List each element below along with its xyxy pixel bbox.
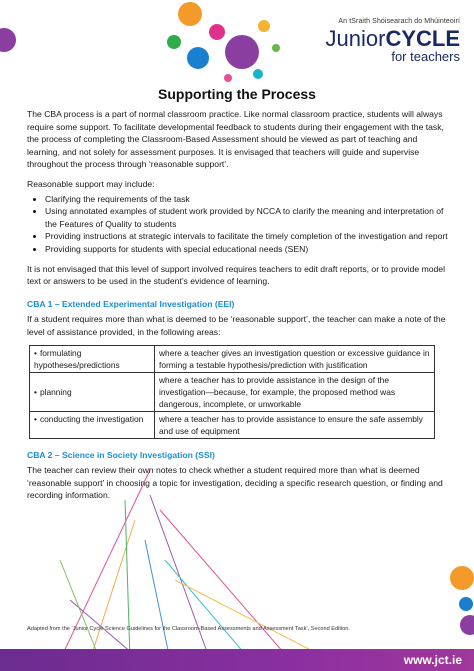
deco-circle-pink (209, 24, 225, 40)
junior-cycle-logo (326, 18, 460, 64)
main-content (27, 108, 449, 509)
deco-circle-green-small (272, 44, 280, 52)
deco-circle-bottom-orange (450, 566, 474, 590)
deco-circle-blue (187, 47, 209, 69)
deco-circle-pink-small (224, 74, 232, 82)
list-item: • Providing instructions at strategic intervals to facilitate the timely completion of the investigation and report (45, 230, 449, 243)
table-row (30, 345, 435, 372)
logo-cycle: CYCLE (385, 26, 460, 51)
list-item: • Providing supports for students with special educational needs (SEN) (45, 243, 449, 256)
deco-circle-bottom-purple (460, 615, 474, 635)
bullet-icon: • (34, 386, 37, 397)
table-row (30, 372, 435, 411)
logo-irish-text: An tSraith Shóisearach do Mhúinteoirí (338, 18, 460, 25)
area-label: formulating hypotheses/predictions (34, 347, 120, 370)
logo-wordmark (326, 27, 460, 51)
deco-circle-teal (253, 69, 263, 79)
table-cell-description: where a teacher has to provide assistance in the design of the investigation—because, for example, the proposed method was dangerous, incomplete, or unworkable (155, 372, 435, 411)
footer-website-link[interactable]: www.jct.ie (403, 653, 462, 667)
deco-circle-purple (225, 35, 259, 69)
cba1-heading: CBA 1 – Extended Experimental Investigation (EEI) (27, 298, 235, 309)
deco-circle-green (167, 35, 181, 49)
cba1-text: If a student requires more than what is deemed to be ‘reasonable support’, the teacher can make a note of the level of assistance provided, in the following areas: (27, 314, 446, 337)
assistance-table (29, 345, 435, 439)
intro-paragraph: The CBA process is a part of normal classroom practice. Like normal classroom practice, students will always require some support. To facilitate developmental feedback to students during their engagement with the task, the process of completing the Classroom-Based Assessment should be viewed as part of teaching and learning, and not solely for assessment purposes. It is envisaged that teachers will guide and supervise throughout the process through ‘reasonable support’. (27, 109, 444, 170)
bullet-icon: • (34, 413, 37, 424)
support-lead: Reasonable support may include: (27, 178, 155, 189)
table-cell-area (30, 345, 155, 372)
table-cell-area (30, 411, 155, 438)
cba2-text: The teacher can review their own notes to check whether a student required more than what is deemed ‘reasonable support’ in choosing a topic for investigation, deciding a specific research question, or finding and recording information. (27, 465, 443, 501)
support-list (27, 193, 449, 256)
footer-source-note: Adapted from the ‘Junior Cycle Science Guidelines for the Classroom-Based Assessments and Assessment Task’, Second Edition. (27, 626, 350, 632)
bullet-icon: • (34, 347, 37, 358)
logo-subtitle: for teachers (391, 49, 460, 64)
logo-junior: Junior (325, 26, 386, 51)
cba2-heading: CBA 2 – Science in Society Investigation (SSI) (27, 449, 215, 460)
deco-circle-orange-small (258, 20, 270, 32)
area-label: conducting the investigation (39, 413, 144, 424)
deco-circle-orange (178, 2, 202, 26)
table-cell-description: where a teacher has to provide assistance to ensure the safe assembly and use of equipment (155, 411, 435, 438)
area-label: planning (39, 386, 72, 397)
not-envisaged-paragraph: It is not envisaged that this level of support involved requires teachers to edit draft reports, or to provide model text or answers to be used in the student’s evidence of learning. (27, 263, 445, 287)
deco-circle-purple-left (0, 28, 16, 52)
deco-circle-bottom-blue (459, 597, 473, 611)
page-title: Supporting the Process (158, 86, 316, 102)
table-cell-description: where a teacher gives an investigation question or excessive guidance in forming a testable hypothesis/prediction with justification (155, 345, 435, 372)
list-item: • Using annotated examples of student work provided by NCCA to clarify the meaning and interpretation of the Features of Quality to students (45, 205, 449, 230)
table-cell-area (30, 372, 155, 411)
table-row (30, 411, 435, 438)
list-item: • Clarifying the requirements of the task (45, 193, 449, 206)
